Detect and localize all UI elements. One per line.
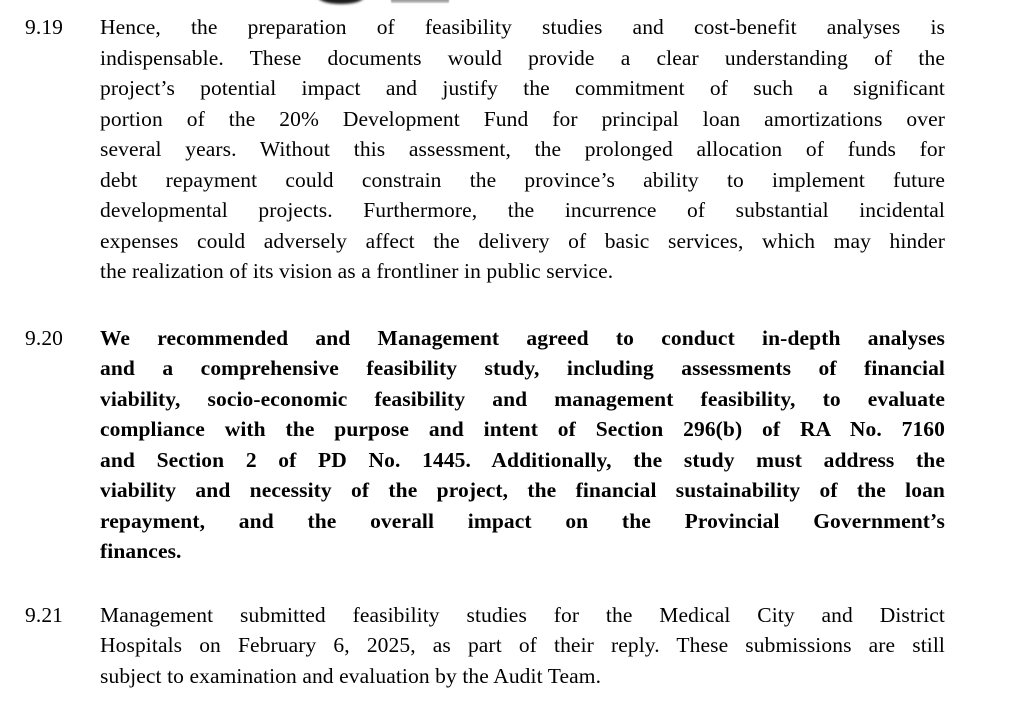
text-line: Hence, the preparation of feasibility studies and cost-benefit analyses is xyxy=(100,15,945,39)
paragraph-9.19 xyxy=(0,12,1024,287)
paragraph-list xyxy=(0,12,1024,724)
cropped-dark-ellipse-shape xyxy=(318,0,364,4)
text-line: finances. xyxy=(100,539,182,563)
text-line: subject to examination and evaluation by the Audit Team. xyxy=(100,663,602,688)
text-line: several years. Without this assessment, the prolonged allocation of funds for xyxy=(100,137,945,161)
paragraph-number: 9.20 xyxy=(25,325,64,350)
text-line: debt repayment could constrain the province’s ability to implement future xyxy=(100,167,945,192)
text-line: Management submitted feasibility studies for the Medical City and District xyxy=(100,602,945,627)
text-line: the realization of its vision as a frontliner in public service. xyxy=(100,259,614,283)
text-line: viability and necessity of the project, the financial sustainability of the loan xyxy=(100,478,945,502)
text-line: viability, socio-economic feasibility and management feasibility, to evaluate xyxy=(100,386,945,411)
paragraph-text xyxy=(100,323,945,567)
cropped-gray-rule-shape xyxy=(391,0,449,3)
text-line: repayment, and the overall impact on the Provincial Government’s xyxy=(100,508,945,533)
text-line: compliance with the purpose and intent of Section 296(b) of RA No. 7160 xyxy=(100,417,945,441)
text-line: portion of the 20% Development Fund for principal loan amortizations over xyxy=(100,106,945,131)
paragraph-9.21 xyxy=(0,600,1024,692)
text-line: Hospitals on February 6, 2025, as part of their reply. These submissions are still xyxy=(100,633,945,657)
text-line: project’s potential impact and justify the commitment of such a significant xyxy=(100,76,945,100)
paragraph-number: 9.21 xyxy=(25,602,64,627)
text-line: We recommended and Management agreed to conduct in-depth analyses xyxy=(100,325,945,350)
paragraph-9.20 xyxy=(0,323,1024,567)
text-line: developmental projects. Furthermore, the incurrence of substantial incidental xyxy=(100,198,945,222)
paragraph-number: 9.19 xyxy=(25,15,64,39)
paragraph-text xyxy=(100,600,945,692)
text-line: and Section 2 of PD No. 1445. Additionally, the study must address the xyxy=(100,447,945,472)
text-line: and a comprehensive feasibility study, including assessments of financial xyxy=(100,356,945,380)
text-line: indispensable. These documents would provide a clear understanding of the xyxy=(100,45,945,70)
text-line: expenses could adversely affect the delivery of basic services, which may hinder xyxy=(100,228,945,253)
paragraph-text xyxy=(100,12,945,287)
